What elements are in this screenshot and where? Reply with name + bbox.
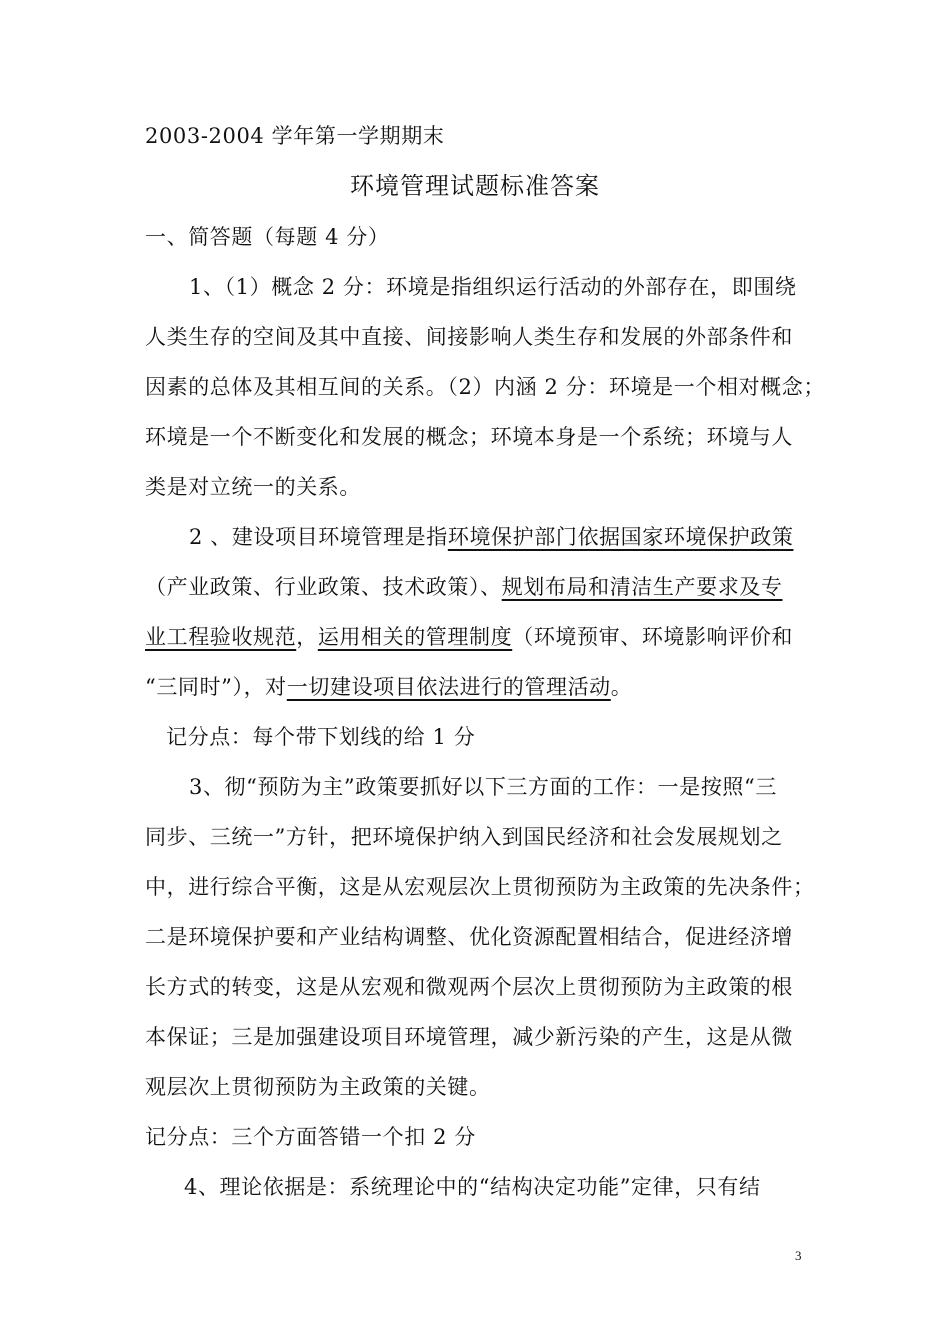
q2-line-2	[145, 572, 783, 602]
q2-text: “三同时”），对	[145, 675, 287, 699]
page-number: 3	[795, 1248, 802, 1263]
q2-underlined-point: 运用相关的管理制度	[317, 625, 513, 649]
q2-score-note: 记分点：每个带下划线的给 1 分	[166, 725, 476, 749]
term-heading: 2003-2004 学年第一学期期末	[145, 124, 445, 148]
q2-text: （产业政策、行业政策、技术政策）、	[145, 575, 502, 599]
q3-line-6: 本保证；三是加强建设项目环境管理，减少新污染的产生，这是从微	[145, 1025, 793, 1049]
q2-underlined-point: 一切建设项目依法进行的管理活动	[286, 675, 611, 699]
q2-text: 。	[610, 675, 633, 699]
q2-line-4	[145, 672, 632, 702]
section-heading: 一、简答题（每题 4 分）	[145, 225, 390, 249]
q3-line-2: 同步、三统一”方针，把环境保护纳入到国民经济和社会发展规划之	[145, 825, 783, 849]
q1-line-5: 类是对立统一的关系。	[145, 475, 361, 499]
q3-score-note: 记分点：三个方面答错一个扣 2 分	[145, 1125, 476, 1149]
q3-line-1: 3、彻“预防为主”政策要抓好以下三方面的工作：一是按照“三	[189, 775, 777, 799]
q1-line-2: 人类生存的空间及其中直接、间接影响人类生存和发展的外部条件和	[145, 325, 793, 349]
q2-underlined-point: 业工程验收规范	[145, 625, 297, 649]
q2-underlined-point: 规划布局和清洁生产要求及专	[501, 575, 783, 599]
q2-text: 2 、建设项目环境管理是指	[189, 525, 448, 549]
q4-line-1: 4、理论依据是：系统理论中的“结构决定功能”定律，只有结	[184, 1175, 761, 1199]
q2-underlined-point: 环境保护部门依据国家环境保护政策	[447, 525, 794, 549]
page-title: 环境管理试题标准答案	[350, 172, 600, 200]
q3-line-5: 长方式的转变，这是从宏观和微观两个层次上贯彻预防为主政策的根	[145, 975, 793, 999]
q1-line-4: 环境是一个不断变化和发展的概念；环境本身是一个系统；环境与人	[145, 425, 793, 449]
q3-line-3: 中，进行综合平衡，这是从宏观层次上贯彻预防为主政策的先决条件；	[145, 875, 815, 899]
q3-line-4: 二是环境保护要和产业结构调整、优化资源配置相结合，促进经济增	[145, 925, 793, 949]
q2-line-1	[189, 522, 793, 552]
q1-line-1: 1、（1）概念 2 分：环境是指组织运行活动的外部存在，即围绕	[189, 275, 797, 299]
q2-text: （环境预审、环境影响评价和	[512, 625, 794, 649]
q2-text: ，	[296, 625, 318, 649]
q2-line-3	[145, 622, 793, 652]
q1-line-3: 因素的总体及其相互间的关系。（2）内涵 2 分：环境是一个相对概念；	[145, 375, 825, 399]
q3-line-7: 观层次上贯彻预防为主政策的关键。	[145, 1075, 491, 1099]
